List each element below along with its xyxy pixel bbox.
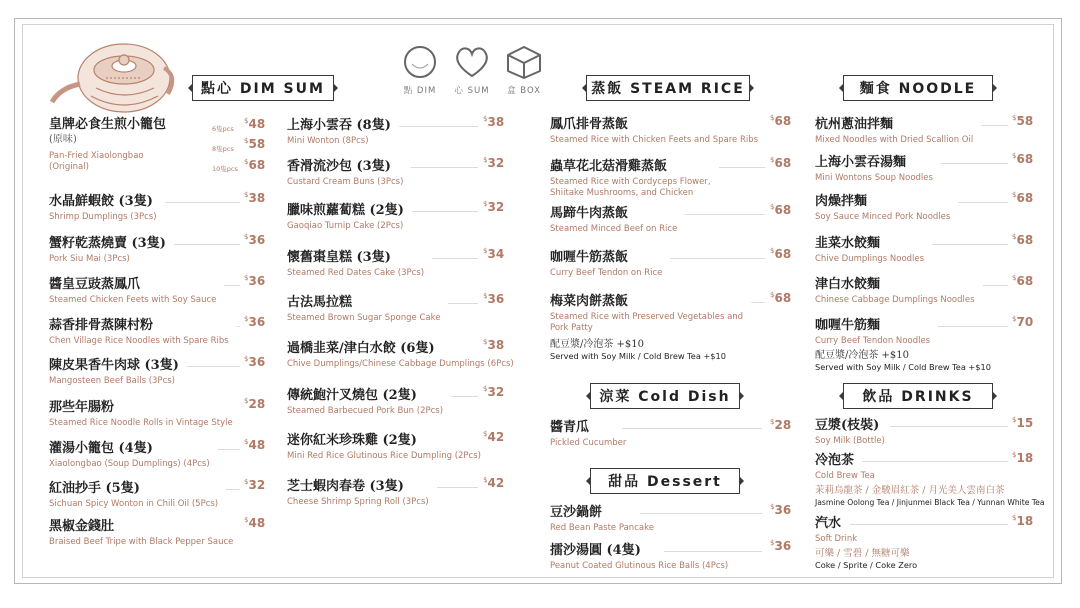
item-name-zh: 津白水餃麵	[815, 277, 881, 292]
price-tag: $68	[770, 156, 792, 170]
item-name-zh: 馬蹄牛肉蒸飯	[550, 206, 629, 221]
item-name-zh: 懷舊棗皇糕 (3隻)	[287, 250, 391, 265]
leader-line	[451, 396, 478, 397]
menu-item-dessert	[550, 543, 728, 572]
item-name-en: Steamed Red Dates Cake (3Pcs)	[287, 268, 425, 278]
price-tag: $38	[244, 191, 266, 205]
menu-item	[550, 250, 662, 279]
price-tag: $36	[244, 315, 266, 329]
leader-line	[622, 428, 762, 429]
circle-icon	[402, 44, 438, 80]
price-tag: $68	[770, 291, 792, 305]
menu-item-xiaolongbao	[49, 117, 166, 173]
item-name-zh: 蟲草花北菇滑雞蒸飯	[550, 159, 668, 174]
item-name-zh-sub: (原味)	[49, 134, 77, 145]
item-name-zh: 豆沙鍋餅	[550, 505, 603, 520]
leader-line	[664, 551, 762, 552]
leader-line	[448, 303, 478, 304]
menu-item	[49, 441, 210, 470]
item-name-en: Cold Brew Tea	[815, 471, 875, 481]
item-name-en: Mini Red Rice Glutinous Rice Dumpling (2Pcs)	[287, 451, 481, 461]
item-name-en: Red Bean Paste Pancake	[550, 523, 654, 533]
drink-options-en: Coke / Sprite / Coke Zero	[815, 560, 918, 570]
menu-item	[815, 194, 950, 223]
item-name-en: Chen Village Rice Noodles with Spare Ribs	[49, 336, 229, 346]
menu-item	[49, 277, 216, 306]
item-name-zh: 蟹籽乾蒸燒賣 (3隻)	[49, 236, 166, 251]
item-name-en: Chive Dumplings Noodles	[815, 254, 925, 264]
price-tag: $68	[1012, 152, 1034, 166]
menu-item	[49, 236, 166, 265]
leader-line	[399, 126, 478, 127]
price-tag: $58	[1012, 114, 1034, 128]
price-tag: $48	[244, 438, 266, 452]
price-tag: $18	[1012, 451, 1034, 465]
item-name-en: Steamed Rice Noodle Rolls in Vintage Style	[49, 418, 233, 428]
item-name-zh: 醬皇豆豉蒸鳳爪	[49, 277, 141, 292]
leader-line	[719, 167, 765, 168]
item-name-en: Mangosteen Beef Balls (3Pcs)	[49, 376, 175, 386]
section-drinks: 飲品 DRINKS	[843, 383, 993, 409]
item-name-zh: 蒜香排骨蒸陳村粉	[49, 318, 154, 333]
section-steamrice: 蒸飯 STEAM RICE	[586, 75, 750, 101]
item-name-zh: 肉燥拌麵	[815, 194, 868, 209]
item-name-en: Mini Wontons Soup Noodles	[815, 173, 933, 183]
item-name-zh: 紅油抄手 (5隻)	[49, 481, 140, 496]
menu-item	[287, 295, 440, 324]
menu-item	[49, 519, 233, 548]
price-tag: $32	[483, 200, 505, 214]
item-name-en: Steamed Barbecued Pork Bun (2Pcs)	[287, 406, 444, 416]
price-tag: $34	[483, 247, 505, 261]
box-icon	[505, 44, 543, 80]
item-name-en: Steamed Minced Beef on Rice	[550, 224, 678, 234]
item-name-zh: 過橋韭菜/津白水餃 (6隻)	[287, 341, 435, 356]
item-name-en: Steamed Rice with Chicken Feets and Spare Ribs	[550, 135, 759, 145]
item-name-en: Curry Beef Tendon on Rice	[550, 268, 663, 278]
item-name-en-sub: Pork Patty	[550, 323, 593, 333]
section-dessert: 甜品 Dessert	[590, 468, 740, 494]
price-tag: $18	[1012, 514, 1034, 528]
item-name-en: Xiaolongbao (Soup Dumplings) (4Pcs)	[49, 459, 210, 469]
item-name-en: Cheese Shrimp Spring Roll (3Pcs)	[287, 497, 429, 507]
sum-icon-block	[450, 44, 494, 96]
item-name-en: Mixed Noodles with Dried Scallion Oil	[815, 135, 974, 145]
price-tag: $68	[244, 158, 266, 172]
menu-item	[49, 194, 157, 223]
leader-line	[640, 513, 762, 514]
leader-line	[187, 366, 240, 367]
menu-item	[287, 341, 514, 370]
dim-label: 點 DIM	[403, 86, 437, 96]
item-name-en: Braised Beef Tripe with Black Pepper Sauce	[49, 537, 234, 547]
item-name-zh: 梅菜肉餅蒸飯	[550, 294, 629, 309]
price-tag: $36	[770, 503, 792, 517]
leader-line	[165, 202, 240, 203]
menu-item	[815, 236, 924, 265]
item-name-zh: 古法馬拉糕	[287, 295, 353, 310]
item-name-en: Steamed Brown Sugar Sponge Cake	[287, 313, 441, 323]
menu-item	[550, 117, 758, 146]
price-tag: $68	[1012, 191, 1034, 205]
leader-line	[938, 326, 1008, 327]
item-name-zh: 上海小雲吞湯麵	[815, 155, 907, 170]
price-tag: $48	[244, 117, 266, 131]
price-tag: $28	[770, 418, 792, 432]
drink-options-zh: 茉莉烏龍茶 / 金駿眉紅茶 / 月光美人雲南白茶	[815, 485, 1005, 496]
price-tag: $68	[1012, 274, 1034, 288]
item-name-zh: 咖喱牛筋麵	[815, 318, 881, 333]
item-name-zh: 擂沙湯圓 (4隻)	[550, 543, 641, 558]
leader-line	[437, 487, 478, 488]
size-label: 10隻pcs	[212, 165, 238, 173]
section-colddish: 涼菜 Cold Dish	[590, 383, 740, 409]
menu-item	[287, 118, 391, 147]
menu-item	[49, 481, 218, 510]
size-label: 6隻pcs	[212, 125, 234, 133]
price-tag: $42	[483, 476, 505, 490]
menu-item	[49, 358, 179, 387]
menu-item	[287, 388, 443, 417]
heart-icon	[453, 44, 491, 80]
item-name-zh: 醬青瓜	[550, 420, 590, 435]
leader-line	[932, 244, 1008, 245]
item-name-zh: 水晶鮮蝦餃 (3隻)	[49, 194, 153, 209]
size-label: 8隻pcs	[212, 145, 234, 153]
menu-item	[287, 203, 404, 232]
box-label: 盒 BOX	[507, 86, 541, 96]
noodle-addon-note	[815, 349, 991, 373]
price-tag: $36	[483, 292, 505, 306]
menu-item	[550, 294, 743, 334]
leader-line	[226, 489, 240, 490]
price-tag: $48	[244, 516, 266, 530]
item-name-zh: 臘味煎蘿蔔糕 (2隻)	[287, 203, 404, 218]
item-name-zh: 咖喱牛筋蒸飯	[550, 250, 629, 265]
price-tag: $36	[244, 355, 266, 369]
item-name-en: Pork Siu Mai (3Pcs)	[49, 254, 130, 264]
price-tag: $36	[244, 274, 266, 288]
item-name-en: Pan-Fried Xiaolongbao	[49, 151, 144, 161]
item-name-zh: 汽水	[815, 516, 842, 531]
price-tag: $32	[483, 156, 505, 170]
price-tag: $68	[1012, 233, 1034, 247]
price-tag: $58	[244, 137, 266, 151]
menu-item-dessert	[550, 505, 654, 534]
item-name-zh: 上海小雲吞 (8隻)	[287, 118, 391, 133]
item-name-en: Chinese Cabbage Dumplings Noodles	[815, 295, 975, 305]
item-name-en: Chive Dumplings/Chinese Cabbage Dumplings (6Pcs)	[287, 359, 514, 369]
item-name-zh: 陳皮果香牛肉球 (3隻)	[49, 358, 179, 373]
price-tag: $68	[770, 203, 792, 217]
leader-line	[958, 202, 1008, 203]
leader-line	[432, 258, 478, 259]
box-icon-block	[502, 44, 546, 96]
item-name-en: Curry Beef Tendon Noodles	[815, 336, 931, 346]
item-name-zh: 那些年腸粉	[49, 400, 115, 415]
price-tag: $36	[244, 233, 266, 247]
item-name-en: Custard Cream Buns (3Pcs)	[287, 177, 404, 187]
item-name-en: Steamed Rice with Preserved Vegetables and	[550, 312, 744, 322]
leader-line	[670, 258, 765, 259]
menu-item	[49, 318, 229, 347]
price-tag: $70	[1012, 315, 1034, 329]
item-name-zh: 韭菜水餃麵	[815, 236, 881, 251]
item-name-zh: 豆漿(枝裝)	[815, 418, 880, 433]
leader-line	[174, 244, 240, 245]
item-name-en: Sichuan Spicy Wonton in Chili Oil (5Pcs)	[49, 499, 219, 509]
item-name-zh: 迷你紅米珍珠雞 (2隻)	[287, 433, 417, 448]
item-name-en: Soy Milk (Bottle)	[815, 436, 885, 446]
item-name-en: Soy Sauce Minced Pork Noodles	[815, 212, 951, 222]
menu-item-drink	[815, 418, 885, 447]
item-name-en: Pickled Cucumber	[550, 438, 627, 448]
item-name-zh: 芝士蝦肉春卷 (3隻)	[287, 479, 404, 494]
menu-item	[550, 206, 677, 235]
section-dimsum: 點心 DIM SUM	[192, 75, 334, 101]
dim-icon-block	[398, 44, 442, 96]
item-name-zh: 傳統鮑汁叉燒包 (2隻)	[287, 388, 417, 403]
leader-line	[862, 461, 1008, 462]
leader-line	[890, 426, 1008, 427]
price-tag: $36	[770, 539, 792, 553]
item-name-en: Mini Wonton (8Pcs)	[287, 136, 369, 146]
leader-line	[751, 302, 765, 303]
note-en: Served with Soy Milk / Cold Brew Tea +$10	[550, 351, 726, 361]
leader-line	[850, 524, 1008, 525]
price-tag: $68	[770, 247, 792, 261]
price-tag: $38	[483, 115, 505, 129]
price-tag: $32	[244, 478, 266, 492]
drink-options-en: Jasmine Oolong Tea / Jinjunmei Black Tea / Yunnan White Tea	[815, 498, 1045, 507]
item-name-en-sub: (Original)	[49, 162, 89, 172]
menu-item	[815, 117, 973, 146]
leader-line	[218, 449, 240, 450]
item-name-zh: 黑椒金錢肚	[49, 519, 115, 534]
item-name-zh: 冷泡茶	[815, 453, 855, 468]
leader-line	[224, 285, 240, 286]
teapot-illustration	[46, 28, 176, 120]
menu-item	[815, 318, 930, 347]
item-name-en: Soft Drink	[815, 534, 858, 544]
menu-item	[550, 159, 711, 199]
item-name-en: Gaoqiao Turnip Cake (2Pcs)	[287, 221, 404, 231]
note-zh: 配豆漿/冷泡茶 +$10	[815, 350, 910, 361]
item-name-zh: 灌湯小籠包 (4隻)	[49, 441, 153, 456]
note-en: Served with Soy Milk / Cold Brew Tea +$10	[815, 362, 991, 372]
item-name-zh: 香滑流沙包 (3隻)	[287, 159, 391, 174]
price-tag: $28	[244, 397, 266, 411]
item-name-zh: 皇牌必食生煎小籠包	[49, 117, 167, 132]
menu-item	[287, 159, 403, 188]
rice-addon-note	[550, 338, 726, 362]
price-tag: $15	[1012, 416, 1034, 430]
item-name-en: Steamed Chicken Feets with Soy Sauce	[49, 295, 217, 305]
item-name-zh: 鳳爪排骨蒸飯	[550, 117, 629, 132]
item-name-en: Steamed Rice with Cordyceps Flower,	[550, 177, 711, 187]
leader-line	[981, 125, 1008, 126]
leader-line	[412, 211, 478, 212]
leader-line	[411, 167, 478, 168]
section-noodle: 麵食 NOODLE	[843, 75, 993, 101]
note-zh: 配豆漿/冷泡茶 +$10	[550, 339, 645, 350]
sum-label: 心 SUM	[454, 86, 490, 96]
menu-item-cold	[550, 420, 626, 449]
price-tag: $32	[483, 385, 505, 399]
price-tag: $68	[770, 114, 792, 128]
item-name-zh: 杭州蔥油拌麵	[815, 117, 894, 132]
leader-line	[237, 326, 240, 327]
drink-options-zh: 可樂 / 雪碧 / 無糖可樂	[815, 548, 910, 559]
menu-item	[287, 250, 424, 279]
leader-line	[941, 163, 1008, 164]
item-name-en: Shrimp Dumplings (3Pcs)	[49, 212, 157, 222]
leader-line	[983, 285, 1008, 286]
menu-item	[287, 433, 481, 462]
menu-item	[815, 155, 933, 184]
leader-line	[685, 214, 765, 215]
item-name-en-sub: Shiitake Mushrooms, and Chicken	[550, 188, 694, 198]
price-tag: $42	[483, 430, 505, 444]
menu-item	[49, 400, 233, 429]
menu-item	[287, 479, 429, 508]
item-name-en: Peanut Coated Glutinous Rice Balls (4Pcs)	[550, 561, 729, 571]
price-tag: $38	[483, 338, 505, 352]
menu-item	[815, 277, 975, 306]
